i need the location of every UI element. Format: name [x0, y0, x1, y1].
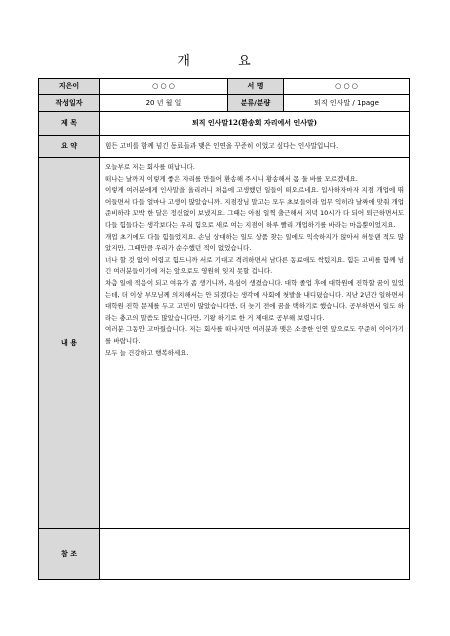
content-paragraph: 모두 늘 건강하고 행복하세요. — [105, 348, 189, 357]
content-row — [39, 158, 410, 529]
author-row — [39, 79, 410, 95]
subject-value: 퇴직 인사말12(환송회 자리에서 인사말) — [100, 112, 410, 136]
content-body — [100, 158, 410, 529]
category-value: 퇴직 인사말 / 1page — [284, 95, 410, 112]
signature-label: 서 명 — [228, 79, 284, 95]
reference-label: 참 조 — [39, 529, 100, 580]
content-label: 내 용 — [39, 158, 100, 529]
summary-table — [38, 78, 410, 580]
content-paragraph: 너나 할 것 없이 어렵고 힘드니까 서로 기대고 격려하면서 남다른 동료애도 싹텄지요. 힘든 고비를 함께 넘긴 여러분들이기에 저는 앞으로도 영원히 잊지 못할 겁니다. — [105, 255, 404, 276]
summary-row — [39, 136, 410, 158]
date-value: 20 년 월 일 — [100, 95, 228, 112]
subject-label: 제 목 — [39, 112, 100, 136]
page-title: 개 요 — [177, 54, 273, 69]
author-value: ○ ○ ○ — [100, 79, 228, 95]
summary-value: 힘든 고비를 함께 넘긴 동료들과 맺은 인연을 꾸준히 이었고 싶다는 인사말입니다. — [100, 136, 410, 158]
content-paragraph: 오늘부로 저는 회사를 떠납니다. — [105, 163, 195, 171]
date-row — [39, 95, 410, 112]
content-paragraph: 개업 초기에도 다들 힘들었지요. 손님 상대하는 일도 상품 찾는 일에도 익숙하지가 않아서 허둥댄 적도 많았지만, 그때만큼 우리가 순수했던 적이 없었습니다. — [105, 232, 404, 253]
reference-value — [100, 529, 410, 580]
summary-label: 요 약 — [39, 136, 100, 158]
content-paragraph: 떠나는 날까지 이렇게 좋은 자리를 만들어 환송해 주시니 황송해서 몸 둘 바를 모르겠네요. — [105, 174, 358, 183]
reference-row — [39, 529, 410, 580]
content-paragraph: 차츰 일에 적응이 되고 여유가 좀 생기니까, 욕심이 생겼습니다. 대학 졸업 후에 대학원에 진학할 꿈이 있었는데, 더 이상 부모님께 의지해서는 안 되겠다는 생각에 사회에 첫발을 내디뎠습니다. 지난 2년간 일하면서 대학원 진학 문제를 두고 고민이 많았습니다만, 더 늦기 전에 꿈을 택하기로 했습니다. 공부하면서 일도 하라는 충고의 말씀도 많았습니다만, 기왕 하기로 한 거 제대로 공부해 보렵니다. — [105, 278, 404, 322]
subject-row — [39, 112, 410, 136]
content-paragraph: 여러분 그동안 고마웠습니다. 저는 회사를 떠나지만 여러분과 맺은 소중한 인연 앞으로도 꾸준히 이어가기를 바랍니다. — [105, 325, 404, 345]
author-label: 지은이 — [39, 79, 100, 95]
content-paragraph: 이렇게 여러분에게 인사말을 올리려니 처음에 고생했던 일들이 떠오르네요. 입사하자마자 지점 개업에 뛰어들면서 다들 얼마나 고생이 많았습니까. 지점장님 말고는 모두 초보들이라 업무 익히랴 날짜에 맞춰 개업 준비하랴 꼬박 한 달은 정신없이 보냈지요. 그때는 아침 일찍 출근해서 저녁 10시가 다 되어 퇴근하면서도 다들 힘들다는 생각보다는 우리 힘으로 새로 여는 지점이 하루 빨리 개업하기를 바라는 마음뿐이었지요. — [105, 186, 404, 229]
date-label: 작성일자 — [39, 95, 100, 112]
category-label: 분류/분량 — [228, 95, 284, 112]
signature-value: ○ ○ ○ — [284, 79, 410, 95]
